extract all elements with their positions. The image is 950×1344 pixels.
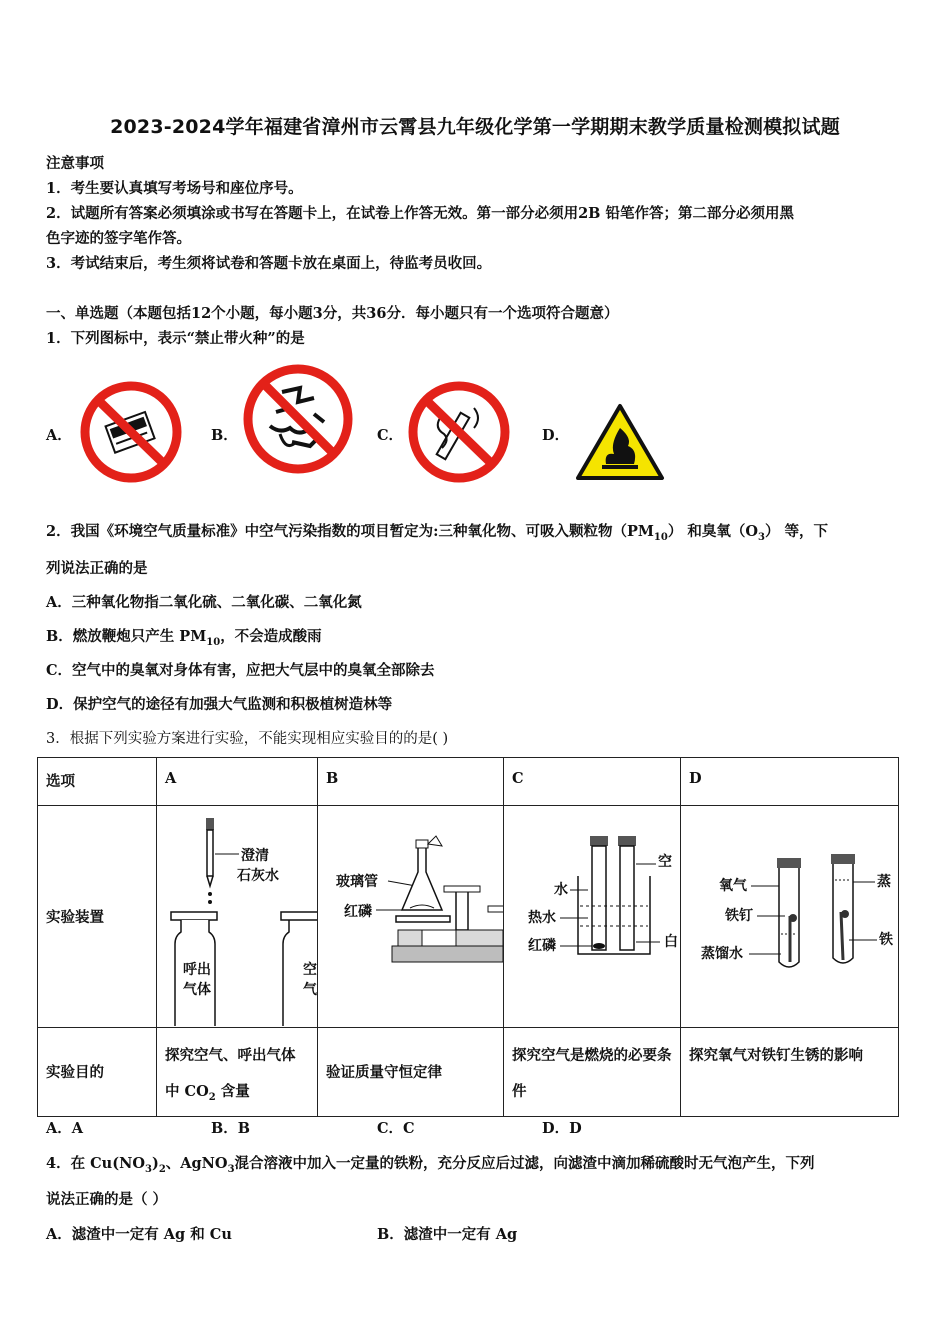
figc-label-2: 水 — [554, 882, 568, 898]
q2-option-b: B．燃放鞭炮只产生 $PM_{10}$，不会造成酸雨 — [46, 628, 322, 648]
q2-option-a: A．三种氧化物指二氧化硫、二氧化碳、二氧化氮 — [46, 594, 362, 611]
header-c: C — [512, 770, 524, 787]
header-option: 选项 — [46, 773, 75, 790]
q1-option-a-label: A． — [46, 427, 72, 444]
q3-answer-b: B．B — [211, 1120, 251, 1137]
figc-label-1: 空 — [658, 854, 672, 870]
q2-option-d: D．保护空气的途径有加强大气监测和积极植树造林等 — [46, 696, 393, 713]
figa-label-1: 澄清 — [241, 848, 269, 864]
q2-stem: 2．我国《环境空气质量标准》中空气污染指数的项目暂定为:三种氧化物、可吸入颗粒物$(PM_{10})$ 和臭氧$(O_3)$ 等，下 — [46, 523, 829, 543]
page-title: 2023-2024学年福建省漳州市云霄县九年级化学第一学期期末教学质量检测模拟试题 — [110, 116, 840, 138]
notice-item-2: 2．试题所有答案必须填涂或书写在答题卡上，在试卷上作答无效。第一部分必须用2B 铅笔作答；第二部分必须用黑 — [46, 205, 794, 222]
q1-stem: 1．下列图标中，表示“禁止带火种”的是 — [46, 330, 305, 347]
q3-answer-d: D．D — [542, 1120, 582, 1137]
figure-d-rusting — [681, 806, 898, 1026]
notice-item-3: 3．考试结束后，考生须将试卷和答题卡放在桌面上，待监考员收回。 — [46, 255, 492, 272]
figa-label-6: 气 — [303, 982, 317, 998]
header-b: B — [326, 770, 339, 787]
experiment-table — [37, 757, 899, 1117]
row-label-goal: 实验目的 — [46, 1064, 104, 1082]
table-device-row — [38, 806, 899, 1028]
figure-c-combustion — [504, 806, 680, 1026]
figb-label-1: 玻璃管 — [336, 874, 378, 890]
figc-label-4: 红磷 — [528, 938, 556, 954]
table-goal-row — [38, 1028, 899, 1117]
goal-c: 探究空气是燃烧的必要条件 — [512, 1047, 672, 1100]
section-heading: 一、单选题（本题包括12个小题，每小题3分，共36分．每小题只有一个选项符合题意） — [46, 305, 619, 322]
figd-label-4: 蒸 — [877, 874, 891, 890]
figb-label-2: 红磷 — [344, 904, 372, 920]
figure-a-co2-test — [157, 806, 317, 1026]
table-header-row — [38, 758, 899, 806]
figa-label-4: 气体 — [183, 982, 211, 998]
figc-label-5: 白 — [664, 934, 678, 950]
q1-option-b-label: B． — [211, 427, 238, 444]
header-a: A — [165, 770, 177, 787]
figc-label-3: 热水 — [528, 910, 556, 926]
notice-item-2-cont: 色字迹的签字笔作答。 — [46, 230, 191, 247]
q1-option-d-label: D． — [542, 427, 570, 444]
figure-b-mass-conservation — [318, 806, 503, 1026]
q4-option-b: B．滤渣中一定有 Ag — [377, 1226, 518, 1243]
no-matches-icon — [76, 378, 186, 486]
header-d: D — [689, 770, 702, 787]
q2-option-c: C．空气中的臭氧对身体有害，应把大气层中的臭氧全部除去 — [46, 662, 435, 679]
q4-option-a: A．滤渣中一定有 Ag 和 Cu — [46, 1226, 232, 1243]
flammable-warning-icon — [574, 402, 666, 482]
q3-answer-c: C．C — [377, 1120, 415, 1137]
q4-stem-cont: 说法正确的是（ ） — [46, 1191, 168, 1208]
q3-answer-a: A．A — [46, 1120, 84, 1137]
figd-label-3: 蒸馏水 — [701, 946, 743, 962]
figa-label-3: 呼出 — [183, 962, 211, 978]
figa-label-2: 石灰水 — [237, 868, 279, 884]
figd-label-1: 氧气 — [719, 878, 747, 894]
goal-d: 探究氧气对铁钉生锈的影响 — [689, 1047, 863, 1064]
row-label-device: 实验装置 — [46, 909, 104, 926]
q1-option-c-label: C． — [377, 427, 404, 444]
no-smoking-icon — [404, 378, 514, 486]
notice-heading: 注意事项 — [46, 155, 104, 172]
notice-item-1: 1．考生要认真填写考场号和座位序号。 — [46, 180, 303, 197]
figd-label-2: 铁钉 — [725, 908, 753, 924]
figd-label-5: 铁 — [879, 932, 893, 948]
goal-b: 验证质量守恒定律 — [326, 1064, 442, 1082]
q4-stem: 4．在 $Cu(NO_3)_2$、AgNO$_3$混合溶液中加入一定量的铁粉，充分反应后过滤，向滤渣中滴加稀硫酸时无气泡产生，下列 — [46, 1155, 815, 1175]
q3-stem: 3．根据下列实验方案进行实验，不能实现相应实验目的的是( ) — [46, 731, 449, 747]
figa-label-5: 空 — [303, 962, 317, 978]
goal-a: 探究空气、呼出气体中 $CO_2$ 含量 — [165, 1047, 296, 1103]
no-fire-carrying-icon — [240, 362, 356, 476]
q2-stem-cont: 列说法正确的是 — [46, 560, 148, 577]
